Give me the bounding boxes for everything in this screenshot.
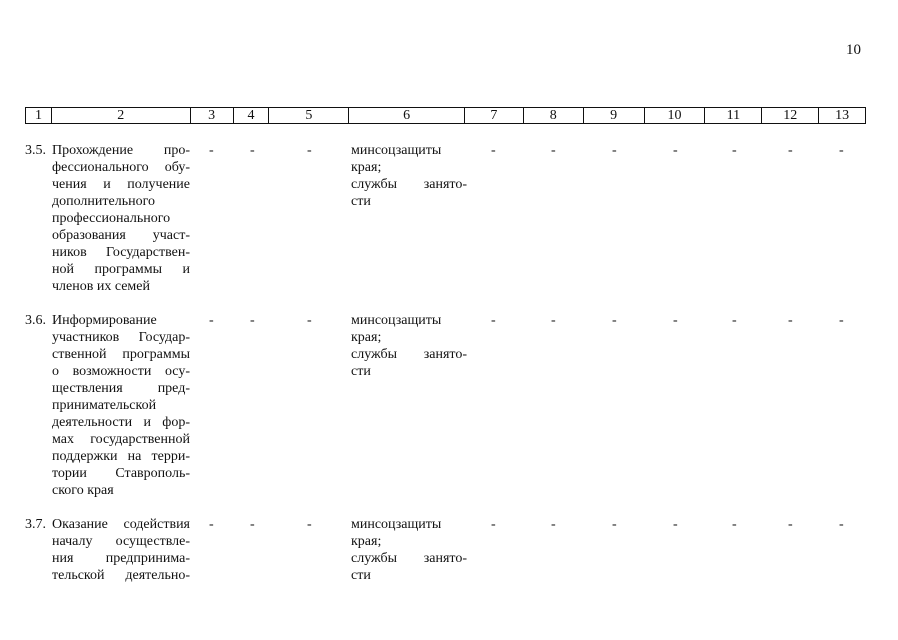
header-cell: 11 [705,108,762,123]
name-line: дополнительного [52,194,155,209]
name-line: деятельности и фор- [52,415,190,430]
row-activity-name [52,312,190,499]
cell-dash: - [788,517,793,532]
name-line: участников Государ- [52,330,190,345]
cell-dash: - [732,517,737,532]
row-executor [351,142,467,210]
row-number: 3.6. [25,313,46,328]
executor-line: минсоцзащиты [351,517,442,532]
name-line: образования участ- [52,228,190,243]
header-cell: 3 [191,108,234,123]
executor-line: края; [351,330,382,345]
executor-line: службы занято- [351,177,467,192]
row-executor [351,312,467,380]
header-cell: 12 [762,108,819,123]
cell-dash: - [209,143,214,158]
name-line: ского края [52,483,114,498]
name-line: членов их семей [52,279,150,294]
executor-line: минсоцзащиты [351,143,442,158]
header-cell: 9 [584,108,645,123]
cell-dash: - [673,143,678,158]
executor-line: службы занято- [351,551,467,566]
name-line: тории Ставрополь- [52,466,190,481]
cell-dash: - [839,517,844,532]
cell-dash: - [788,143,793,158]
name-line: чения и получение [52,177,190,192]
cell-dash: - [732,313,737,328]
executor-line: сти [351,568,371,583]
cell-dash: - [250,517,255,532]
cell-dash: - [551,313,556,328]
cell-dash: - [209,517,214,532]
cell-dash: - [839,313,844,328]
executor-line: края; [351,160,382,175]
executor-line: сти [351,364,371,379]
cell-dash: - [307,143,312,158]
name-line: мах государственной [52,432,190,447]
name-line: ния предпринима- [52,551,190,566]
header-cell: 4 [234,108,270,123]
header-cell: 6 [349,108,465,123]
cell-dash: - [839,143,844,158]
name-line: тельской деятельно- [52,568,190,583]
executor-line: минсоцзащиты [351,313,442,328]
header-cell: 1 [26,108,52,123]
name-line: ственной программы [52,347,190,362]
cell-dash: - [673,517,678,532]
cell-dash: - [551,143,556,158]
header-cell: 2 [52,108,191,123]
name-line: о возможности осу- [52,364,190,379]
cell-dash: - [250,143,255,158]
cell-dash: - [209,313,214,328]
cell-dash: - [612,313,617,328]
row-activity-name [52,142,190,295]
cell-dash: - [491,313,496,328]
cell-dash: - [307,313,312,328]
table-header-row [25,107,866,124]
name-line: Оказание содействия [52,517,190,532]
row-activity-name [52,516,190,584]
header-cell: 8 [524,108,584,123]
cell-dash: - [491,517,496,532]
name-line: принимательской [52,398,157,413]
header-cell: 10 [645,108,706,123]
name-line: Прохождение про- [52,143,190,158]
cell-dash: - [673,313,678,328]
cell-dash: - [732,143,737,158]
cell-dash: - [307,517,312,532]
cell-dash: - [250,313,255,328]
header-cell: 5 [269,108,349,123]
cell-dash: - [612,143,617,158]
row-executor [351,516,467,584]
cell-dash: - [612,517,617,532]
cell-dash: - [788,313,793,328]
header-cell: 13 [835,108,850,123]
name-line: ной программы и [52,262,190,277]
header-cell: 7 [465,108,524,123]
cell-dash: - [551,517,556,532]
row-number: 3.5. [25,143,46,158]
row-number: 3.7. [25,517,46,532]
executor-line: края; [351,534,382,549]
name-line: профессионального [52,211,171,226]
name-line: началу осуществле- [52,534,190,549]
name-line: Информирование [52,313,157,328]
name-line: ществления пред- [52,381,190,396]
executor-line: службы занято- [351,347,467,362]
cell-dash: - [491,143,496,158]
name-line: поддержки на терри- [52,449,190,464]
name-line: ников Государствен- [52,245,190,260]
name-line: фессионального обу- [52,160,190,175]
page-number: 10 [846,42,861,58]
executor-line: сти [351,194,371,209]
